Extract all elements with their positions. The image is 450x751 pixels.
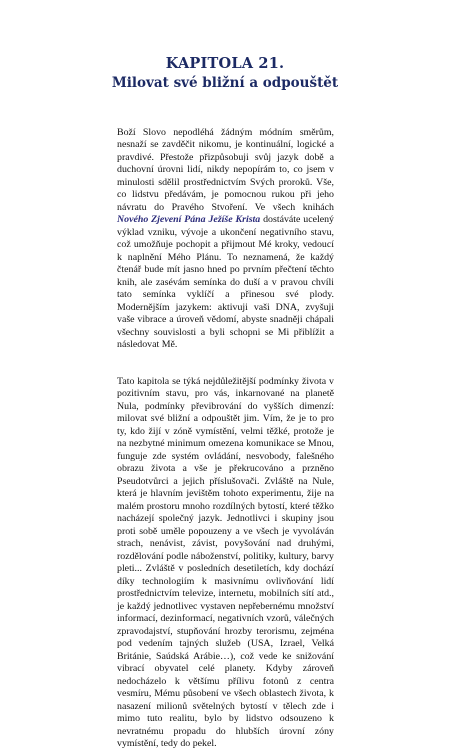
chapter-title: Milovat své bližní a odpouštět — [111, 75, 339, 91]
paragraph-1-text-after: dostáváte ucelený výklad vzniku, vývoje a ukončení negativního stavu, což umožňuje pochopit a přijmout Mé kroky, vedoucí k naplnění Mého Plánu. To neznamená, že každý čtenář bude mít jasno hned po prvním přečtení těchto knih, ale zasévám semínka do duší a v pravou chvíli tato semínka vyklíčí a přinesou své plody. Modernějším jazykem: aktivuji vaši DNA, zvyšuji vaše vibrace a úroveň vědomí, abyste snadněji chápali všechny souvislosti a byli schopni se Mi přiblížit a následovat Mě. — [117, 214, 334, 351]
paragraph-1-text-before: Boží Slovo nepodléhá žádným módním směrům, nesnaží se zavděčit nikomu, je kontinuální, logické a pravdivé. Přestože přizpůsobuji svůj jazyk době a duchovní úrovni lidí, nikdy nepopírám to, co jsem v minulosti sdělil prostřednictvím Svých proroků. Vše, co lidstvu předávám, je pomocnou rukou při jeho návratu do Pravého Stvoření. Ve všech knihách — [117, 127, 334, 213]
body-paragraph-2: Tato kapitola se týká nejdůležitější podmínky života v pozitivním stavu, pro vás, inkarnované na planetě Nula, podmínky převibrování do vyšších dimenzí: milovat své bližní a odpouštět jim. Vím, že je to pro ty, kdo žijí v zóně vymístění, velmi těžké, protože je na nezbytné minimum omezena komunikace se Mnou, funguje zde systém ovládání, nesvobody, falešného obrazu života a vše je překrucováno a przněno Pseudotvůrci a jejich příslušovači. Zvláště na Nule, která je hlavním jevištěm tohoto experimentu, žije na malém prostoru mnoho rozdílných bytostí, které těžko nacházejí společný jazyk. Jednotlivci i skupiny jsou proti sobě uměle popouzeny a ve všech je vyvoláván strach, nenávist, závist, povyšování nad druhými, rozdělování podle náboženství, politiky, kultury, barvy pleti... Zvláště v posledních desetiletích, kdy dochází díky technologiím k masivnímu ovlivňování lidí prostřednictvím televize, internetu, mobilních sítí atd., je každý jednotlivec vystaven nepřebernému množství informací, dezinformací, negativních vzorů, válečných zpravodajství, stupňování hrozby terorismu, zejména pod vedením tajných služeb (USA, Izrael, Velká Británie, Saúdská Arábie…), což vede ke snižování vibrací obyvatel celé planety. Kdyby zároveň nedocházelo k většímu přílivu fotonů z centra vesmíru, Mému působení ve všech oblastech života, k nasazení milionů světelných bytostí v tělech zde i mimo tuto realitu, bylo by lidstvo odsouzeno k nevratnému propadu do hlubších úrovní zóny vymístění, tedy do pekel. — [117, 376, 334, 750]
body-paragraph-1 — [117, 127, 334, 352]
chapter-number: KAPITOLA 21. — [165, 55, 285, 72]
book-title-emphasis: Nového Zjevení Pána Ježíše Krista — [117, 214, 261, 226]
